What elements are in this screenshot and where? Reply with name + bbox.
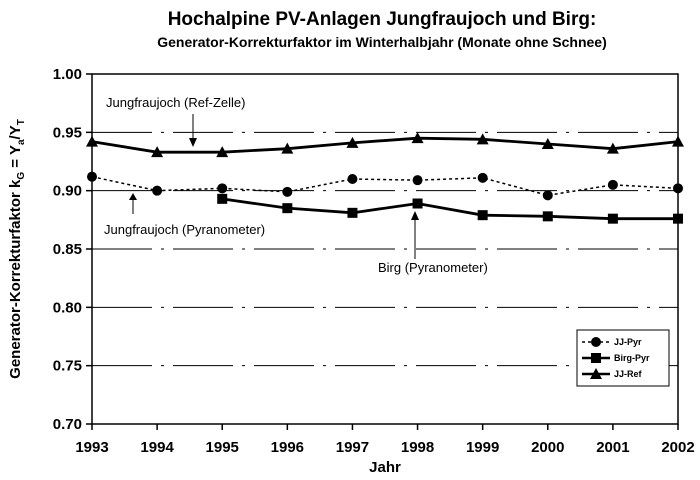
data-point-jj-pyr bbox=[87, 172, 97, 182]
annotation-birg-pyr: Birg (Pyranometer) bbox=[378, 260, 488, 275]
legend-marker bbox=[591, 353, 601, 363]
legend-marker bbox=[591, 337, 601, 347]
legend-entry: JJ-Pyr bbox=[614, 337, 642, 347]
x-tick-label: 2000 bbox=[531, 439, 565, 456]
y-tick-label: 0.85 bbox=[52, 241, 82, 258]
series-birg-pyr bbox=[217, 194, 683, 224]
y-tick-label: 0.80 bbox=[52, 299, 82, 317]
legend-entry: Birg-Pyr bbox=[614, 353, 650, 363]
series-jj-ref bbox=[86, 132, 684, 157]
data-point-birg-pyr bbox=[608, 214, 618, 224]
y-axis-label bbox=[7, 119, 27, 379]
y-axis-label-sub2: a bbox=[16, 139, 27, 146]
data-point-birg-pyr bbox=[413, 199, 423, 209]
chart-subtitle: Generator-Korrekturfaktor im Winterhalbjahr (Monate ohne Schnee) bbox=[157, 34, 607, 50]
annotation-jj-pyr-arrowhead bbox=[129, 193, 137, 200]
series-line-jj-ref bbox=[92, 138, 678, 152]
y-axis-label-end: /Y bbox=[7, 125, 24, 140]
annotations bbox=[104, 95, 488, 275]
data-point-jj-pyr bbox=[347, 174, 357, 184]
x-tick-label: 1999 bbox=[465, 439, 500, 456]
annotation-birg-pyr-arrowhead bbox=[411, 211, 419, 220]
x-tick-label: 1993 bbox=[75, 439, 109, 456]
y-tick-label: 0.90 bbox=[52, 182, 82, 200]
data-point-birg-pyr bbox=[282, 203, 292, 213]
data-point-jj-pyr bbox=[673, 183, 683, 193]
x-tick-label: 1997 bbox=[335, 439, 370, 456]
data-point-birg-pyr bbox=[347, 208, 357, 218]
annotation-jj-ref: Jungfraujoch (Ref-Zelle) bbox=[106, 95, 246, 110]
chart-title: Hochalpine PV-Anlagen Jungfraujoch und Birg: bbox=[167, 9, 597, 30]
legend bbox=[577, 330, 669, 386]
y-tick-label: 0.75 bbox=[52, 357, 82, 375]
data-point-jj-pyr bbox=[608, 180, 618, 190]
y-axis-label-sub: G bbox=[16, 171, 27, 180]
data-point-jj-pyr bbox=[282, 187, 292, 197]
x-ticks bbox=[75, 424, 694, 456]
data-point-jj-pyr bbox=[152, 186, 162, 196]
y-tick-label: 1.00 bbox=[52, 66, 82, 83]
y-ticks bbox=[53, 66, 92, 433]
data-point-birg-pyr bbox=[217, 194, 227, 204]
series-line-jj-pyr bbox=[92, 177, 678, 196]
y-tick-label: 0.95 bbox=[52, 124, 82, 142]
y-axis-label-mid: = Y bbox=[7, 145, 24, 172]
x-tick-label: 1996 bbox=[270, 439, 305, 456]
annotation-jj-pyr: Jungfraujoch (Pyranometer) bbox=[104, 222, 266, 237]
annotation-jj-ref-arrowhead bbox=[189, 138, 197, 147]
data-point-jj-pyr bbox=[413, 175, 423, 185]
data-point-jj-pyr bbox=[217, 183, 227, 193]
y-axis-label-sub3: T bbox=[16, 119, 27, 126]
data-point-jj-pyr bbox=[478, 173, 488, 183]
y-axis-label-main: Generator-Korrekturfaktor k bbox=[7, 179, 24, 379]
data-point-birg-pyr bbox=[543, 211, 553, 221]
x-tick-label: 2001 bbox=[596, 439, 630, 456]
x-axis-label: Jahr bbox=[369, 459, 401, 476]
legend-entry: JJ-Ref bbox=[614, 369, 642, 379]
series-lines bbox=[86, 132, 684, 224]
data-point-birg-pyr bbox=[478, 210, 488, 220]
x-tick-label: 2002 bbox=[661, 439, 695, 456]
data-point-birg-pyr bbox=[673, 214, 683, 224]
x-tick-label: 1995 bbox=[205, 439, 239, 456]
x-tick-label: 1994 bbox=[140, 439, 174, 456]
data-point-jj-pyr bbox=[543, 190, 553, 200]
x-tick-label: 1998 bbox=[400, 439, 435, 456]
series-jj-pyr bbox=[87, 172, 683, 201]
y-tick-label: 0.70 bbox=[52, 416, 82, 433]
